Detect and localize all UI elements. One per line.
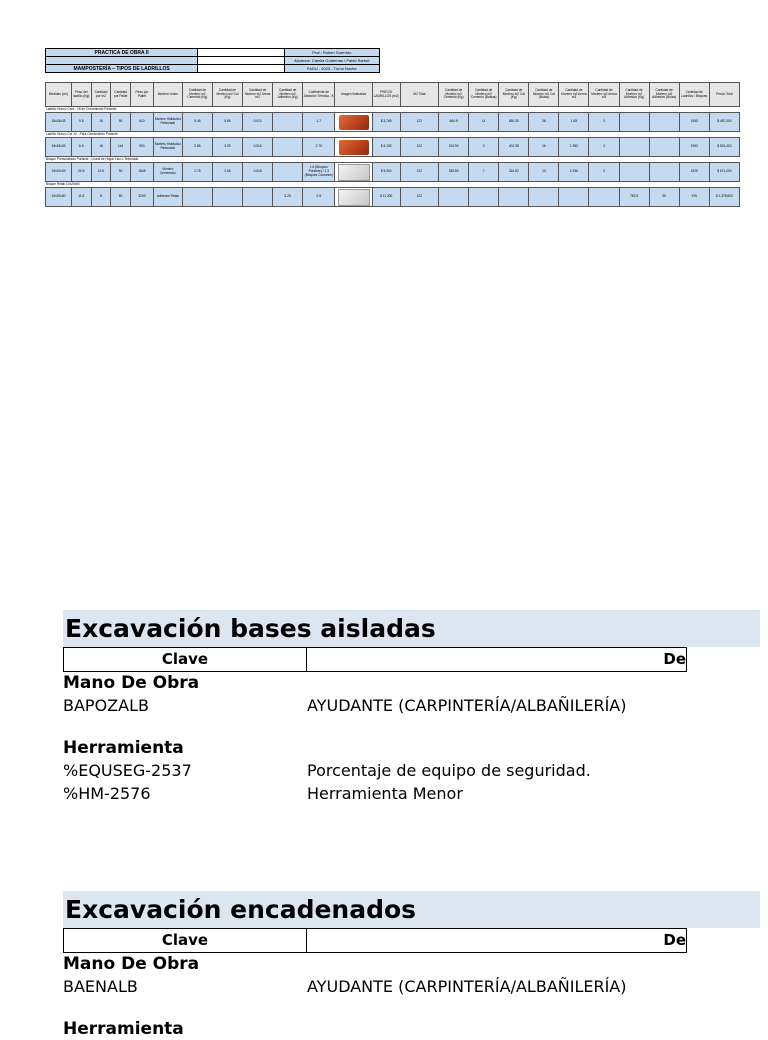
- table-cell: 5.65: [212, 113, 242, 132]
- table-cell: $ 5,900: [372, 163, 400, 182]
- table-cell: [589, 188, 619, 207]
- table-cell: 664.9: [439, 113, 469, 132]
- table-cell: 122: [400, 113, 438, 132]
- brick-picture: [339, 115, 369, 130]
- item-desc: AYUDANTE (CARPINTERÍA/ALBAÑILERÍA): [307, 696, 627, 715]
- table-cell: 650.30: [499, 113, 529, 132]
- table-cell: 90: [111, 113, 131, 132]
- column-header-cell: Cantidad de Mortero m2 Arena m3: [559, 83, 589, 107]
- group-title: Herramienta: [63, 1019, 184, 1039]
- column-header-cell: Cantidad de Mortero m2 Cemento (Kg): [439, 83, 469, 107]
- table-cell: Mortero Hidráulico Reforzado: [153, 113, 182, 132]
- item-desc: Porcentaje de equipo de seguridad.: [307, 761, 591, 780]
- table-cell: 900: [131, 138, 154, 157]
- table-cell: 2.75: [303, 138, 335, 157]
- column-header-cell: Mortero Unión: [153, 83, 182, 107]
- row-label: Bloque Premoldeado Portante - Lineal de Hogar Liso o Texturado: [46, 156, 139, 161]
- table-cell: 11.8: [71, 188, 91, 207]
- column-header-cell: Cantidad de Mortero m2 Cal (Kg): [212, 83, 242, 107]
- table-cell: 144: [111, 138, 131, 157]
- section-title: Excavación encadenados: [63, 891, 760, 928]
- table-cell: 1.7: [303, 113, 335, 132]
- table-cell: 1953: [679, 138, 709, 157]
- table-cell: Mortero Cementicio: [153, 163, 182, 182]
- table-cell: [243, 188, 273, 207]
- sheet-prof: Prof.: Ruben Guerrido: [284, 49, 379, 57]
- table-cell: [619, 113, 649, 132]
- table-cell: $ 1,378,600: [709, 188, 739, 207]
- section-excavacion-bases: [63, 610, 760, 805]
- brick-image: [335, 163, 372, 182]
- col-desc-header: De: [663, 931, 686, 949]
- column-header-cell: Cantidad de Mortero m2 Cemento (Kg): [182, 83, 212, 107]
- table-cell: 0.018: [243, 163, 273, 182]
- table-cell: 18x18x33: [46, 113, 72, 132]
- table-cell: 2.66: [212, 163, 242, 182]
- table-cell: [182, 188, 212, 207]
- column-header-cell: M2 Total: [400, 83, 438, 107]
- table-cell: 18x18x33: [46, 138, 72, 157]
- table-cell: [619, 163, 649, 182]
- brick-picture: [339, 140, 369, 155]
- table-cell: 90: [111, 163, 131, 182]
- table-cell: 6.25: [273, 188, 303, 207]
- table-cell: $ 4,150: [372, 138, 400, 157]
- table-cell: 1.65: [559, 113, 589, 132]
- table-cell: 12.5: [91, 163, 111, 182]
- table-cell: 104.90: [439, 138, 469, 157]
- column-header-cell: Cantidad de Mortero m2 Adhesivo (Kg): [273, 83, 303, 107]
- table-cell: 324.52: [499, 163, 529, 182]
- column-header-cell: Cantidad por Pallet: [111, 83, 131, 107]
- table-cell: 26: [649, 188, 679, 207]
- table-cell: 9.8: [71, 113, 91, 132]
- column-header-cell: Cantidad de Mortero m2 Cal (Bolsa): [529, 83, 559, 107]
- table-cell: 122: [400, 163, 438, 182]
- table-cell: 0.016: [243, 138, 273, 157]
- column-header-cell: Peso por Pallet: [131, 83, 154, 107]
- table-cell: 0.013: [243, 113, 273, 132]
- table-cell: $ 3,765: [372, 113, 400, 132]
- section-title: Excavación bases aisladas: [63, 610, 760, 647]
- column-header-cell: Imagen Ilustrativa: [335, 83, 372, 107]
- table-cell: 3: [469, 138, 499, 157]
- column-header: [63, 647, 687, 672]
- row-label: Bloque Retak 10x25x50: [46, 181, 80, 186]
- brick-image: [335, 138, 372, 157]
- sheet-title: PRACTICA DE OBRA II: [46, 49, 198, 57]
- sheet-fadu: FADU - 2023 - Turno Noche: [284, 65, 379, 73]
- table-cell: Mortero Hidráulico Reforzado: [153, 138, 182, 157]
- table-cell: 19x19x39: [46, 163, 72, 182]
- table-cell: 401.38: [499, 138, 529, 157]
- table-row: [46, 188, 740, 207]
- column-header-cell: Coeficiente de Aislación Térmica - K: [303, 83, 335, 107]
- col-clave-header: Clave: [64, 648, 307, 671]
- item-code: %EQUSEG-2537: [63, 761, 192, 780]
- table-header-row: [46, 83, 740, 107]
- row-label: Ladrillo Hueco Cerá - 18 de Cerramiento Portante: [46, 106, 117, 111]
- table-cell: [469, 188, 499, 207]
- column-header-cell: Cantidad de Mortero m2 Cemento (Bolsas): [469, 83, 499, 107]
- column-header-cell: PRECIO LADRILLOS (m2): [372, 83, 400, 107]
- table-cell: 610: [131, 113, 154, 132]
- table-row: [46, 113, 740, 132]
- table-cell: $ 501,420: [709, 138, 739, 157]
- group-title: Mano De Obra: [63, 954, 200, 974]
- item-desc: AYUDANTE (CARPINTERÍA/ALBAÑILERÍA): [307, 977, 627, 996]
- table-cell: [559, 188, 589, 207]
- table-cell: [529, 188, 559, 207]
- table-cell: $ 457,300: [709, 113, 739, 132]
- table-cell: 5.45: [182, 113, 212, 132]
- table-cell: [649, 113, 679, 132]
- table-cell: 80: [111, 188, 131, 207]
- table-cell: 3.29: [212, 138, 242, 157]
- brick-image: [335, 188, 372, 207]
- table-cell: $ 11,300: [372, 188, 400, 207]
- table-cell: 6.5: [71, 138, 91, 157]
- table-cell: 13: [529, 163, 559, 182]
- column-header: [63, 928, 687, 953]
- table-cell: [499, 188, 529, 207]
- table-cell: 16: [91, 113, 111, 132]
- table-row: [46, 138, 740, 157]
- spreadsheet-preview: [45, 48, 740, 199]
- table-cell: 1845: [131, 163, 154, 182]
- table-cell: 16: [91, 138, 111, 157]
- table-cell: 1525: [679, 163, 709, 182]
- table-cell: 0.86: [182, 138, 212, 157]
- table-cell: 122: [400, 188, 438, 207]
- table-cell: 1.952: [559, 138, 589, 157]
- table-cell: $ 671,000: [709, 163, 739, 182]
- table-cell: [273, 113, 303, 132]
- item-desc: Herramienta Menor: [307, 784, 463, 803]
- column-header-cell: Cantidad de Ladrillos / Bloques: [679, 83, 709, 107]
- table-cell: 3: [589, 138, 619, 157]
- block-picture: [338, 189, 370, 206]
- row-label: Ladrillo Hueco Cer 12 - Para Cerramiento Portante: [46, 131, 118, 136]
- section-excavacion-encadenados: [63, 891, 760, 1040]
- item-code: BAPOZALB: [63, 696, 149, 715]
- table-cell: 7: [469, 163, 499, 182]
- list-item: [63, 975, 760, 998]
- item-code: %HM-2576: [63, 784, 151, 803]
- block-picture: [338, 164, 370, 181]
- sheet-alumnos: Alumnos: Camila Gobernas / Pablo Sartori: [284, 57, 379, 65]
- table-cell: 16: [529, 138, 559, 157]
- list-item: [63, 782, 760, 805]
- table-cell: [649, 138, 679, 157]
- group-title: Herramienta: [63, 738, 184, 758]
- column-header-cell: Cantidad por m2: [91, 83, 111, 107]
- table-cell: [273, 138, 303, 157]
- table-cell: [649, 163, 679, 182]
- table-cell: 2.75: [182, 163, 212, 182]
- col-clave-header: Clave: [64, 929, 307, 952]
- column-header-cell: Cantidad de Mortero m2 Cal (Kg): [499, 83, 529, 107]
- table-cell: 1953: [679, 113, 709, 132]
- table-cell: 976: [679, 188, 709, 207]
- col-desc-header: De: [663, 650, 686, 668]
- table-cell: 335.50: [439, 163, 469, 182]
- table-cell: 14: [469, 113, 499, 132]
- column-header-cell: Medidas (cm): [46, 83, 72, 107]
- table-cell: [439, 188, 469, 207]
- group-title: Mano De Obra: [63, 673, 200, 693]
- table-cell: 10x25x50: [46, 188, 72, 207]
- table-cell: [273, 163, 303, 182]
- column-header-cell: Precio Total: [709, 83, 739, 107]
- table-cell: Adhesivo Retak: [153, 188, 182, 207]
- table-cell: [212, 188, 242, 207]
- table-cell: 3200: [131, 188, 154, 207]
- list-item: [63, 694, 760, 717]
- table-cell: 3: [589, 113, 619, 132]
- item-code: BAENALB: [63, 977, 138, 996]
- column-header-cell: Cantidad de Mortero m2 Arena m3: [589, 83, 619, 107]
- sheet-subtitle: MAMPOSTERÍA – TIPOS DE LADRILLOS: [46, 65, 198, 73]
- column-header-cell: Peso del ladrillo (Kg): [71, 83, 91, 107]
- table-cell: 20.5: [71, 163, 91, 182]
- column-header-cell: Cantidad de Mortero m2 Adhesivo (Bolsa): [649, 83, 679, 107]
- table-cell: 762.5: [619, 188, 649, 207]
- table-cell: 8: [91, 188, 111, 207]
- table-cell: 0.5: [303, 188, 335, 207]
- column-header-cell: Cantidad de Mortero m2 Adhesivo (Kg): [619, 83, 649, 107]
- bricks-table: [45, 82, 740, 207]
- table-cell: 122: [400, 138, 438, 157]
- brick-image: [335, 113, 372, 132]
- table-cell: 26: [529, 113, 559, 132]
- table-cell: [619, 138, 649, 157]
- table-row: [46, 163, 740, 182]
- table-cell: 3: [589, 163, 619, 182]
- sheet-header: [45, 48, 380, 73]
- table-cell: 1.6 (Bloques Portante) / 1.3 (Bloques Comunes): [303, 163, 335, 182]
- column-header-cell: Cantidad de Mortero m2 Arena m3: [243, 83, 273, 107]
- list-item: [63, 759, 760, 782]
- table-cell: 2.196: [559, 163, 589, 182]
